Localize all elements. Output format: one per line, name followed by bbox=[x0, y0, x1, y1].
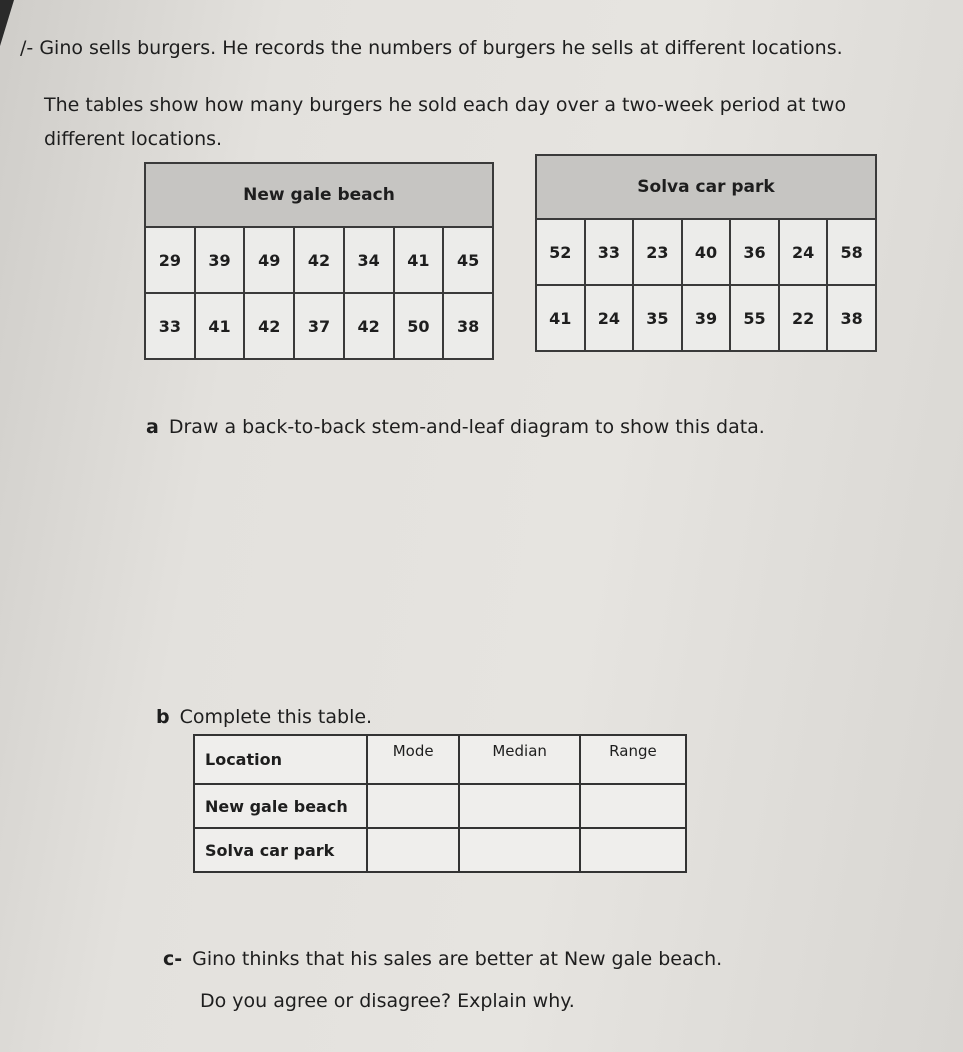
question-intro-2: The tables show how many burgers he sold each day over a two-week period at two different locations. bbox=[44, 94, 847, 150]
table-cell: 29 bbox=[145, 227, 195, 293]
table-cell: 58 bbox=[827, 219, 876, 285]
table-row bbox=[194, 784, 686, 828]
part-b bbox=[156, 706, 372, 728]
table-cell: 42 bbox=[244, 293, 294, 359]
table-cell: 23 bbox=[633, 219, 682, 285]
solva-car-park-table bbox=[535, 154, 877, 352]
part-letter: a bbox=[146, 416, 159, 438]
table-cell: 45 bbox=[443, 227, 493, 293]
table-cell: 38 bbox=[443, 293, 493, 359]
table-cell: 42 bbox=[294, 227, 344, 293]
header-median: Median bbox=[459, 735, 580, 784]
table-cell: 37 bbox=[294, 293, 344, 359]
page-corner-shadow bbox=[0, 0, 14, 46]
table-cell: 39 bbox=[682, 285, 731, 351]
table-cell: 33 bbox=[145, 293, 195, 359]
table-cell: 40 bbox=[682, 219, 731, 285]
answer-cell[interactable] bbox=[580, 784, 686, 828]
table-cell: 49 bbox=[244, 227, 294, 293]
table-title: New gale beach bbox=[145, 163, 493, 227]
question-intro bbox=[20, 36, 950, 60]
part-text: Gino thinks that his sales are better at New gale beach. bbox=[192, 948, 723, 970]
question-number: /- bbox=[20, 37, 34, 59]
answer-cell[interactable] bbox=[367, 784, 459, 828]
table-cell: 33 bbox=[585, 219, 634, 285]
answer-cell[interactable] bbox=[459, 784, 580, 828]
part-text: Complete this table. bbox=[179, 706, 373, 728]
table-cell: 55 bbox=[730, 285, 779, 351]
table-cell: 36 bbox=[730, 219, 779, 285]
question-intro-text: Gino sells burgers. He records the numbers of burgers he sells at different locations. bbox=[39, 37, 843, 59]
table-cell: 22 bbox=[779, 285, 828, 351]
table-cell: 34 bbox=[344, 227, 394, 293]
table-cell: 39 bbox=[195, 227, 245, 293]
table-row bbox=[145, 227, 493, 293]
header-range: Range bbox=[580, 735, 686, 784]
table-cell: 42 bbox=[344, 293, 394, 359]
part-letter: c- bbox=[163, 948, 183, 970]
new-gale-beach-table bbox=[144, 162, 494, 360]
table-cell: 24 bbox=[779, 219, 828, 285]
table-cell: 35 bbox=[633, 285, 682, 351]
table-cell: 41 bbox=[394, 227, 444, 293]
table-cell: 24 bbox=[585, 285, 634, 351]
part-text: Draw a back-to-back stem-and-leaf diagram to show this data. bbox=[168, 416, 765, 438]
answer-cell[interactable] bbox=[459, 828, 580, 872]
table-cell: 38 bbox=[827, 285, 876, 351]
table-row bbox=[536, 219, 876, 285]
part-c bbox=[163, 948, 722, 970]
part-c-question: Do you agree or disagree? Explain why. bbox=[200, 990, 575, 1012]
table-title: Solva car park bbox=[536, 155, 876, 219]
header-mode: Mode bbox=[367, 735, 459, 784]
table-cell: 50 bbox=[394, 293, 444, 359]
part-a bbox=[146, 416, 765, 438]
summary-table bbox=[193, 734, 687, 873]
table-cell: 41 bbox=[195, 293, 245, 359]
table-header-row bbox=[194, 735, 686, 784]
answer-cell[interactable] bbox=[580, 828, 686, 872]
row-label: New gale beach bbox=[194, 784, 367, 828]
table-row bbox=[194, 828, 686, 872]
header-location: Location bbox=[194, 735, 367, 784]
table-cell: 52 bbox=[536, 219, 585, 285]
table-cell: 41 bbox=[536, 285, 585, 351]
table-row bbox=[145, 293, 493, 359]
row-label: Solva car park bbox=[194, 828, 367, 872]
answer-cell[interactable] bbox=[367, 828, 459, 872]
table-row bbox=[536, 285, 876, 351]
part-letter: b bbox=[156, 706, 170, 728]
